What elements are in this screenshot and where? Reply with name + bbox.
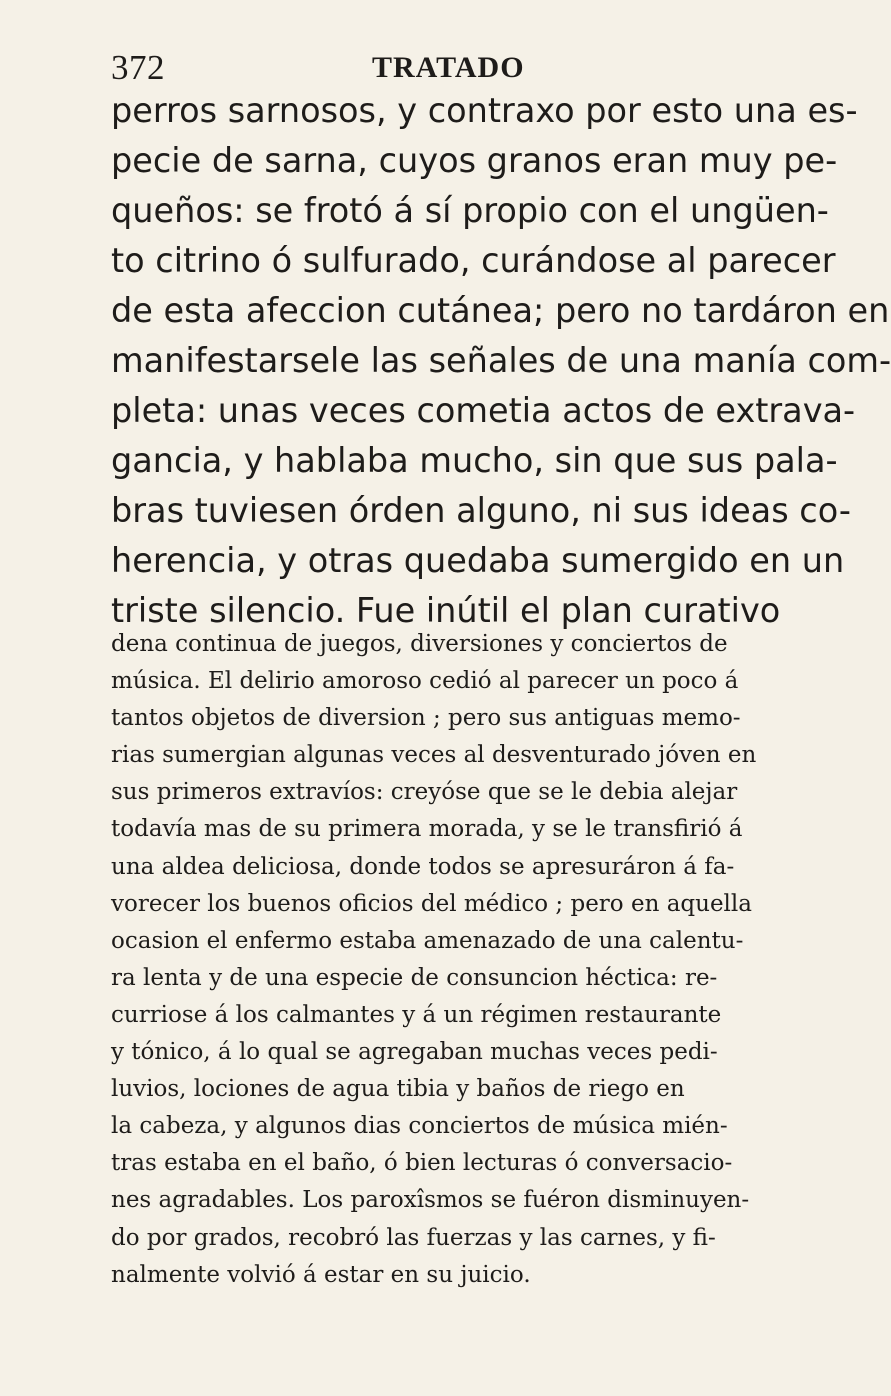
footnote-line: sus primeros extravíos: creyóse que se le debia alejar [111,779,738,806]
footnote-line: música. El delirio amoroso cedió al parecer un poco á [111,668,739,695]
main-text-block [111,86,891,636]
footnote-line: dena continua de juegos, diversiones y conciertos de [111,631,728,657]
main-text-line: pecie de sarna, cuyos granos eran muy pe- [111,141,838,180]
footnote-line: tantos objetos de diversion ; pero sus antiguas memo- [111,705,741,732]
footnote-line: do por grados, recobró las fuerzas y las carnes, y fi- [111,1224,716,1251]
footnote-line: y tónico, á lo qual se agregaban muchas veces pedi- [111,1039,718,1066]
main-text-line: pleta: unas veces cometia actos de extrava- [111,391,856,430]
main-text-line: gancia, y hablaba mucho, sin que sus pala- [111,441,838,480]
footnote-line: curriose á los calmantes y á un régimen restaurante [111,1001,722,1028]
footnote-line: nes agradables. Los paroxîsmos se fuéron disminuyen- [111,1187,750,1214]
main-text-line: herencia, y otras quedaba sumergido en un [111,541,845,580]
footnote-text-block [111,626,777,1294]
page-number: 372 [111,48,165,87]
main-text-line: perros sarnosos, y contraxo por esto una es- [111,91,858,130]
footnote-line: todavía mas de su primera morada, y se le transfirió á [111,816,743,843]
footnote-line: rias sumergian algunas veces al desventurado jóven en [111,742,757,769]
footnote-line: tras estaba en el baño, ó bien lecturas ó conversacio- [111,1150,733,1177]
main-text-line: queños: se frotó á sí propio con el ungüen- [111,191,829,230]
main-text-line: de esta afeccion cutánea; pero no tardáron en [111,291,890,330]
footnote-line: luvios, lociones de agua tibia y baños de riego en [111,1076,685,1103]
footnote-line: vorecer los buenos oficios del médico ; pero en aquella [111,890,752,917]
main-text-line: manifestarsele las señales de una manía com- [111,341,891,380]
running-title: TRATADO [372,51,525,84]
footnote-line: nalmente volvió á estar en su juicio. [111,1261,531,1288]
main-text-line: bras tuviesen órden alguno, ni sus ideas co- [111,491,851,530]
main-text-line: triste silencio. Fue inútil el plan curativo [111,591,781,630]
footnote-line: ra lenta y de una especie de consuncion héctica: re- [111,964,718,991]
footnote-line: una aldea deliciosa, donde todos se apresuráron á fa- [111,853,735,880]
footnote-line: la cabeza, y algunos dias conciertos de música mién- [111,1113,728,1140]
footnote-line: ocasion el enfermo estaba amenazado de una calentu- [111,927,744,954]
main-text-line: to citrino ó sulfurado, curándose al parecer [111,241,836,280]
